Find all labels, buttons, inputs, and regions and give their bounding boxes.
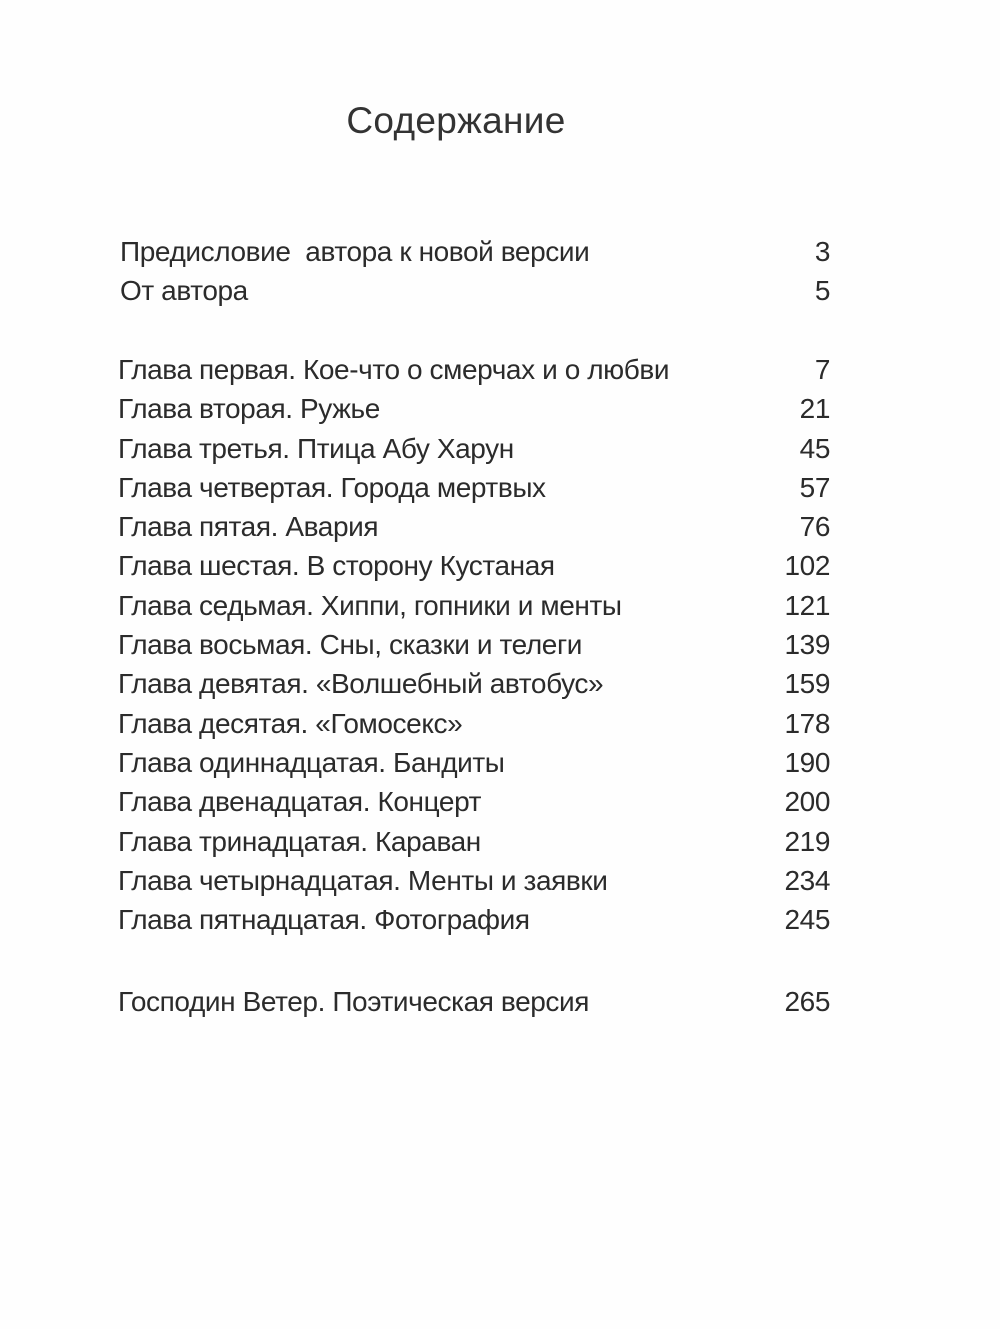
toc-entry-page: 121 <box>784 589 830 621</box>
toc-entry-page: 200 <box>784 786 830 818</box>
toc-entry-page: 45 <box>799 432 830 464</box>
toc-entry-page: 21 <box>799 393 830 425</box>
toc-entry <box>118 822 830 861</box>
toc-entry-label: Глава восьмая. Сны, сказки и телеги <box>118 629 583 661</box>
toc-entry <box>118 507 830 546</box>
toc-entry-label: Предисловие автора к новой версии <box>120 236 590 267</box>
toc-entry <box>118 429 830 468</box>
toc-entry-label: Глава третья. Птица Абу Харун <box>118 432 514 464</box>
toc-entry-label: Глава четвертая. Города мертвых <box>118 471 546 503</box>
page-title: Содержание <box>346 100 566 141</box>
toc-entry <box>118 468 830 507</box>
toc-entry-page: 5 <box>814 275 830 307</box>
toc-entry-page: 190 <box>784 746 830 778</box>
toc-entry-label: От автора <box>120 275 248 307</box>
toc-entry-page: 245 <box>784 904 830 936</box>
toc-entry-label: Господин Ветер. Поэтическая версия <box>118 986 590 1017</box>
toc-entry <box>118 586 830 625</box>
toc-entry-label: Глава девятая. «Волшебный автобус» <box>118 668 604 700</box>
toc-entry-page: 7 <box>814 354 830 385</box>
toc-entry-label: Глава пятнадцатая. Фотография <box>118 904 530 936</box>
toc-entry-page: 234 <box>784 864 830 896</box>
toc-entry-page: 102 <box>784 550 830 582</box>
toc-entry <box>118 704 830 743</box>
toc-entry <box>118 389 830 428</box>
toc-entry-label: Глава седьмая. Хиппи, гопники и менты <box>118 589 622 621</box>
toc-entry-page: 219 <box>784 825 830 857</box>
toc-entry <box>120 271 830 310</box>
toc-entry-label: Глава первая. Кое-что о смерчах и о любви <box>118 354 670 385</box>
toc-entry-page: 178 <box>784 707 830 739</box>
toc-entry-page: 76 <box>799 511 830 543</box>
toc-entry-page: 3 <box>814 236 830 267</box>
toc-entry-page: 57 <box>799 471 830 503</box>
toc-entry-label: Глава пятая. Авария <box>118 511 379 543</box>
toc-entry <box>118 664 830 703</box>
toc-entry <box>118 900 830 939</box>
toc-back-matter <box>118 982 830 1021</box>
toc-entry-label: Глава одиннадцатая. Бандиты <box>118 746 505 778</box>
toc-entry-label: Глава шестая. В сторону Кустаная <box>118 550 555 582</box>
toc-entry-label: Глава четырнадцатая. Менты и заявки <box>118 864 608 896</box>
toc-entry <box>120 232 830 271</box>
toc-entry-label: Глава вторая. Ружье <box>118 393 380 425</box>
toc-entry <box>118 743 830 782</box>
toc-chapters <box>118 350 830 939</box>
toc-entry-label: Глава тринадцатая. Караван <box>118 825 481 857</box>
toc-entry-page: 159 <box>784 668 830 700</box>
toc-entry <box>118 546 830 585</box>
toc-entry-label: Глава двенадцатая. Концерт <box>118 786 482 818</box>
toc-entry-page: 265 <box>784 986 830 1017</box>
toc-entry <box>118 350 830 389</box>
toc-entry <box>118 861 830 900</box>
toc-entry <box>118 782 830 821</box>
toc-entry <box>118 625 830 664</box>
toc-entry <box>118 982 830 1021</box>
toc-front-matter <box>120 232 830 311</box>
toc-entry-page: 139 <box>784 629 830 661</box>
toc-entry-label: Глава десятая. «Гомосекс» <box>118 707 463 739</box>
